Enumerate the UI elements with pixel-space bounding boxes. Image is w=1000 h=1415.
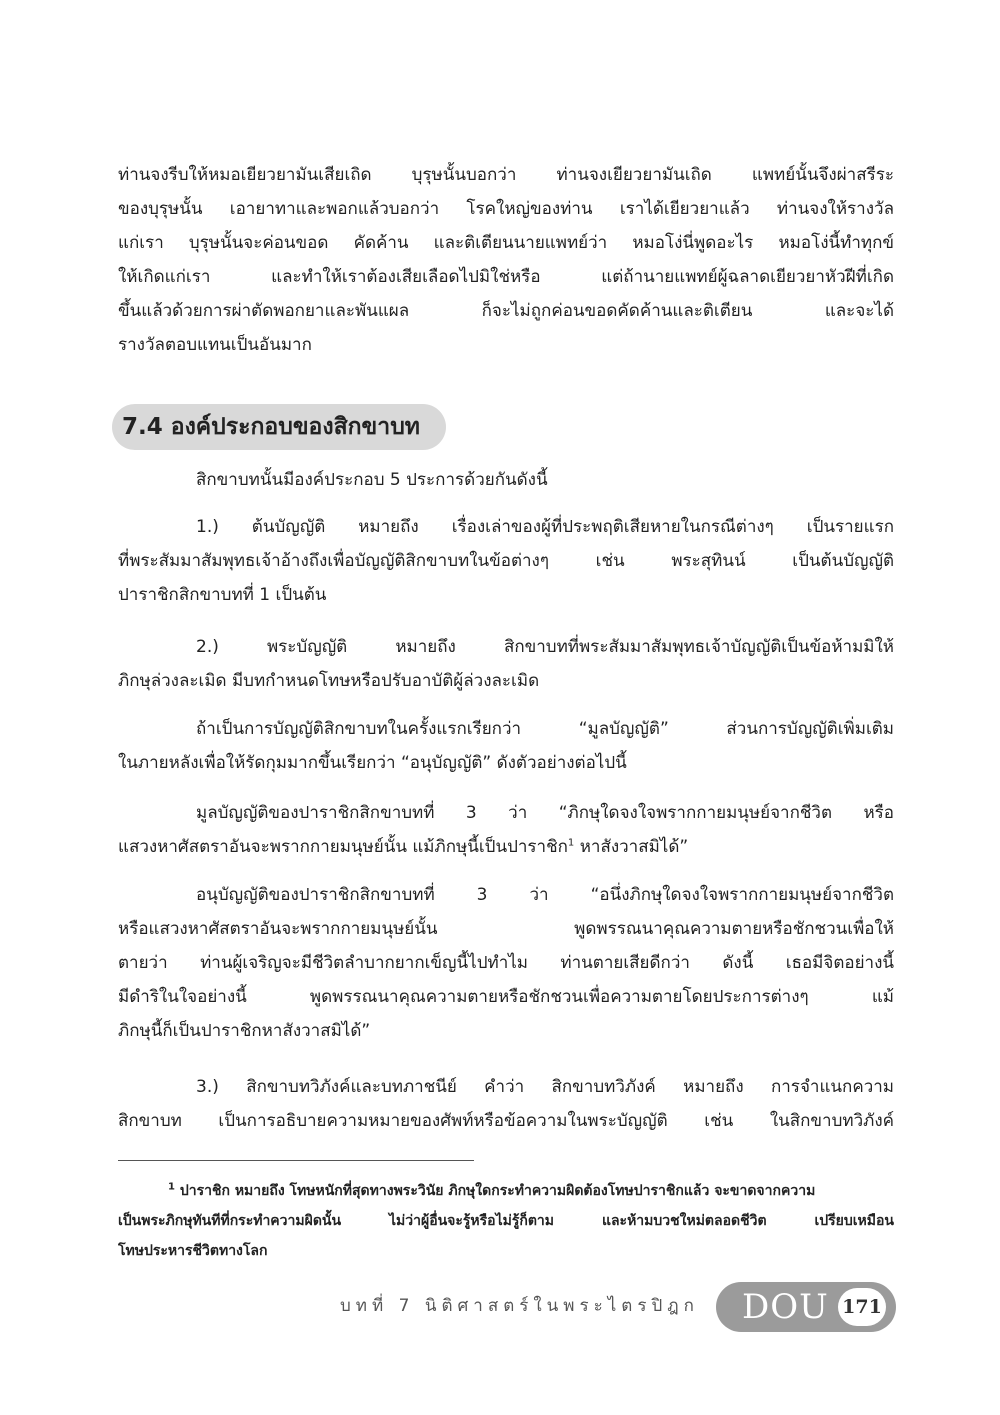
text-line: สิกขาบท เป็นการอธิบายความหมายของศัพท์หรือข้อความในพระบัญญัติ เช่น ในสิกขาบทวิภังค์ [118, 1111, 894, 1131]
section-heading [112, 404, 446, 450]
text-line: ภิกษุล่วงละเมิด มีบทกำหนดโทษหรือปรับอาบัติผู้ล่วงละเมิด [118, 671, 540, 691]
text-line: ให้เกิดแก่เรา และทำให้เราต้องเสียเลือดไปมิใช่หรือ แต่ถ้านายแพทย์ผู้ฉลาดเยียวยาหัวฝีที่เกิด [118, 267, 894, 287]
text-line: สิกขาบทนั้นมีองค์ประกอบ 5 ประการด้วยกันดังนี้ [196, 470, 548, 490]
text-line: ตายว่า ท่านผู้เจริญจะมีชีวิตลำบากยากเข็ญนี้ไปทำไม ท่านตายเสียดีกว่า ดังนี้ เธอมีจิตอย่างนี้ [118, 953, 894, 973]
text-line: ที่พระสัมมาสัมพุทธเจ้าอ้างถึงเพื่อบัญญัติสิกขาบทในข้อต่างๆ เช่น พระสุทินน์ เป็นต้นบัญญัติ [118, 551, 894, 571]
text-line: ในภายหลังเพื่อให้รัดกุมมากขึ้นเรียกว่า “อนุบัญญัติ” ดังตัวอย่างต่อไปนี้ [118, 753, 627, 773]
text-segment: ปาราชิก หมายถึง โทษหนักที่สุดทางพระวินัย ภิกษุใดกระทำความผิดต้องโทษปาราชิกแล้ว จะขาดจากความ [174, 1183, 816, 1199]
text-line: ท่านจงรีบให้หมอเยียวยามันเสียเถิด บุรุษนั้นบอกว่า ท่านจงเยียวยามันเถิด แพทย์นั้นจึงผ่าสรีระ [118, 165, 894, 185]
footnote-divider [118, 1160, 474, 1161]
footnote-number: 1 [168, 1181, 175, 1193]
item-1-paragraph [118, 510, 894, 612]
section-intro [118, 463, 894, 497]
text-line: ภิกษุนี้ก็เป็นปาราชิกหาสังวาสมิได้” [118, 1021, 371, 1041]
text-line: 3.) สิกขาบทวิภังค์และบทภาชนีย์ คำว่า สิกขาบทวิภังค์ หมายถึง การจำแนกความ [196, 1077, 894, 1097]
item-2-paragraph [118, 630, 894, 698]
footnote-line: โทษประหารชีวิตทางโลก [118, 1243, 268, 1259]
text-line: 1.) ต้นบัญญัติ หมายถึง เรื่องเล่าของผู้ที่ประพฤติเสียหายในกรณีต่างๆ เป็นรายแรก [196, 517, 894, 537]
dou-badge [716, 1282, 896, 1332]
text-line: มูลบัญญัติของปาราชิกสิกขาบทที่ 3 ว่า “ภิกษุใดจงใจพรากกายมนุษย์จากชีวิต หรือ [196, 803, 894, 823]
footer-chapter-title: บทที่ 7 นิติศาสตร์ในพระไตรปิฎก [340, 1296, 699, 1316]
text-line: ขึ้นแล้วด้วยการผ่าตัดพอกยาและพันแผล ก็จะไม่ถูกค่อนขอดคัดค้านและติเตียน และจะได้ [118, 301, 894, 321]
page-number: 171 [842, 1296, 882, 1318]
intro-paragraph [118, 158, 894, 362]
text-line: 2.) พระบัญญัติ หมายถึง สิกขาบทที่พระสัมมาสัมพุทธเจ้าบัญญัติเป็นข้อห้ามมิให้ [196, 637, 894, 657]
mula-paragraph [118, 796, 894, 864]
section-heading-text: 7.4 องค์ประกอบของสิกขาบท [122, 414, 420, 440]
text-line: มีดำริในใจอย่างนี้ พูดพรรณนาคุณความตายหรือชักชวนเพื่อความตายโดยประการต่างๆ แม้ [118, 987, 894, 1007]
text-line [118, 830, 894, 864]
text-line: ปาราชิกสิกขาบทที่ 1 เป็นต้น [118, 585, 327, 605]
footnote [118, 1176, 894, 1266]
text-line: ของบุรุษนั้น เอายาทาและพอกแล้วบอกว่า โรคใหญ่ของท่าน เราได้เยียวยาแล้ว ท่านจงให้รางวัล [118, 199, 894, 219]
text-segment: หาสังวาสมิได้” [574, 837, 689, 857]
item-3-paragraph [118, 1070, 894, 1138]
text-line: รางวัลตอบแทนเป็นอันมาก [118, 335, 312, 355]
rules-paragraph [118, 712, 894, 780]
footnote-line [118, 1176, 894, 1206]
text-segment: แสวงหาศัสตราอันจะพรากกายมนุษย์นั้น แม้ภิกษุนี้เป็นปาราชิก [118, 837, 568, 857]
footnote-marker: 1 [567, 837, 575, 849]
text-line: ถ้าเป็นการบัญญัติสิกขาบทในครั้งแรกเรียกว่า “มูลบัญญัติ” ส่วนการบัญญัติเพิ่มเติม [196, 719, 894, 739]
dou-logo: DOU [742, 1287, 829, 1327]
anu-paragraph [118, 878, 894, 1048]
text-line: หรือแสวงหาศัสตราอันจะพรากกายมนุษย์นั้น พูดพรรณนาคุณความตายหรือชักชวนเพื่อให้ [118, 919, 894, 939]
text-line: แก่เรา บุรุษนั้นจะค่อนขอด คัดค้าน และติเตียนนายแพทย์ว่า หมอโง่นี่พูดอะไร หมอโง่นี้ทำทุกข์ [118, 233, 894, 253]
text-line: อนุบัญญัติของปาราชิกสิกขาบทที่ 3 ว่า “อนึ่งภิกษุใดจงใจพรากกายมนุษย์จากชีวิต [196, 885, 894, 905]
footnote-line: เป็นพระภิกษุทันทีที่กระทำความผิดนั้น ไม่ว่าผู้อื่นจะรู้หรือไม่รู้ก็ตาม และห้ามบวชใหม่ตลอดชีวิต เปรียบเหมือน [118, 1213, 894, 1229]
page-number-badge [838, 1288, 886, 1326]
